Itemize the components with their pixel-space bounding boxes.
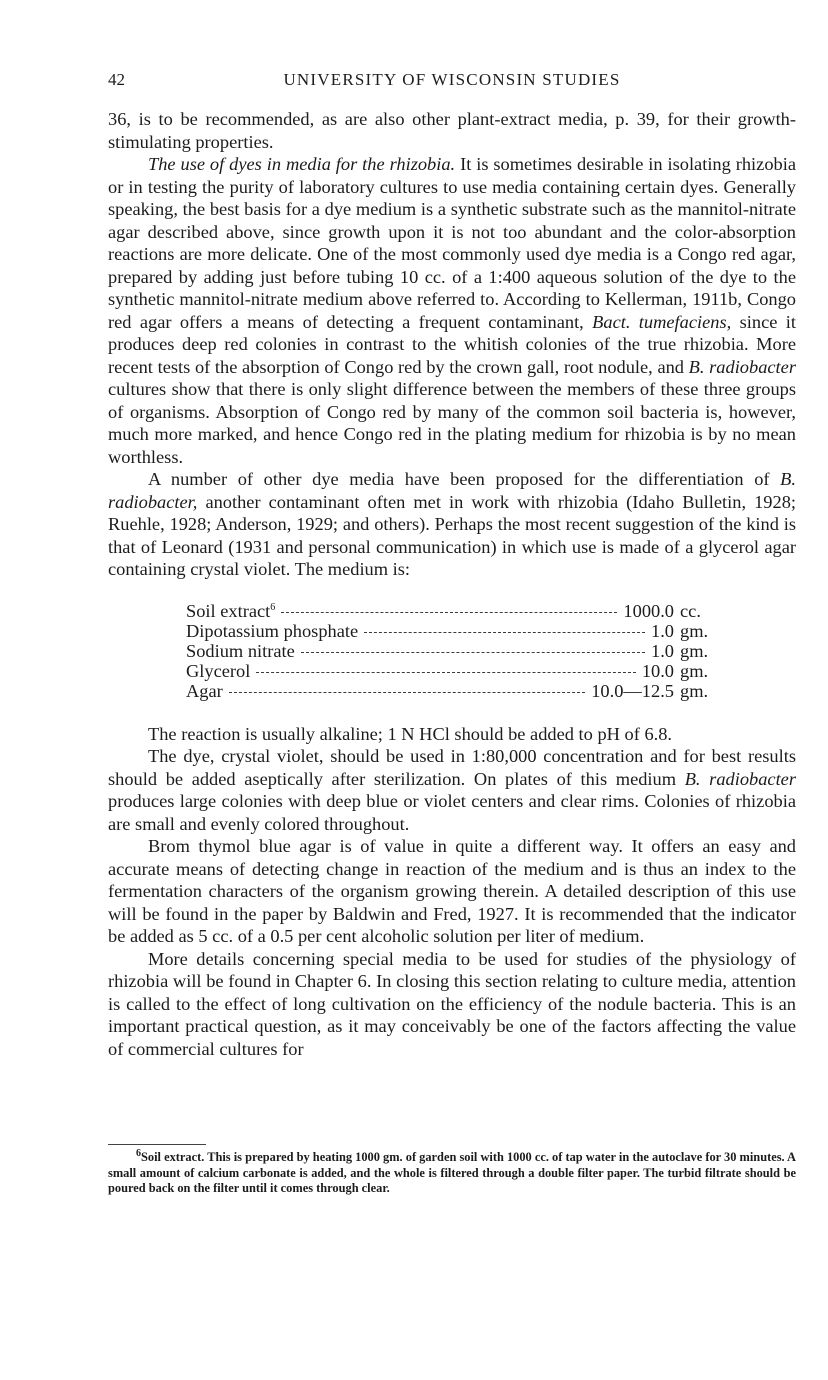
paragraph-text: produces large colonies with deep blue or violet centers and clear rims. Colonies of rhizobia are small and evenly colored throughout.: [108, 791, 796, 834]
recipe-quantity: 1.0: [651, 620, 674, 641]
paragraph-dye-media: [108, 468, 796, 581]
recipe-quantity: 1000.0: [623, 600, 674, 621]
paragraph-crystal-violet: [108, 745, 796, 835]
dot-leader: [256, 672, 635, 673]
recipe-unit: gm.: [680, 620, 709, 641]
recipe-ingredient: Agar: [186, 680, 223, 701]
paragraph-text: It is sometimes desirable in isolating rhizobia or in testing the purity of laboratory cultures to use media containing certain dyes. Generally speaking, the best basis for a dye medium is a synthetic substrate such as the mannitol-nitrate agar described above, since growth upon it is not too abundant and the color-absorption reactions are more delicate. One of the most commonly used dye media is a Congo red agar, prepared by adding just before tubing 10 cc. of a 1:400 aqueous solution of the dye to the synthetic mannitol-nitrate medium above referred to. According to Kellerman, 1911b, Congo red agar offers a means of detecting a frequent contaminant,: [108, 154, 796, 332]
page-number: 42: [108, 70, 125, 89]
recipe-quantity: 10.0—12.5: [591, 680, 674, 701]
paragraph-reaction: [108, 723, 796, 746]
paragraph-brom-thymol: [108, 835, 796, 948]
recipe-unit: gm.: [680, 660, 709, 681]
footnote-rule: [108, 1144, 206, 1145]
species-name: B. radiobacter: [688, 356, 796, 377]
paragraph-text: The dye, crystal violet, should be used in 1:80,000 concentration and for best results should be added aseptically after sterilization. On plates of this medium: [108, 746, 796, 789]
recipe-quantity: 10.0: [641, 660, 674, 681]
paragraph-text: More details concerning special media to be used for studies of the physiology of rhizobia will be found in Chapter 6. In closing this section relating to culture media, attention is called to the effect of long cultivation on the efficiency of the nodule bacteria. This is an important practical question, as it may conceivably be one of the factors affecting the value of commercial cultures for: [108, 948, 796, 1059]
body-text: [108, 108, 796, 1060]
recipe-row: [186, 661, 726, 681]
paragraph-dyes: [108, 153, 796, 468]
paragraph-text: cultures show that there is only slight difference between the members of these three groups of organisms. Absorption of Congo red by many of the common soil bacteria is, however, much more marked, and hence Congo red in the plating medium for rhizobia is by no mean worthless.: [108, 379, 796, 467]
medium-recipe: [186, 601, 726, 701]
species-name: B. radiobacter,: [108, 469, 796, 512]
page-header: [108, 66, 796, 96]
footnote: [108, 1147, 796, 1197]
recipe-unit: gm.: [680, 680, 709, 701]
dot-leader: [229, 692, 585, 693]
paragraph-text: The reaction is usually alkaline; 1 N HCl should be added to pH of 6.8.: [148, 723, 673, 744]
recipe-ingredient: Dipotassium phosphate: [186, 620, 359, 641]
recipe-row: [186, 601, 726, 621]
footnote-ref: 6: [270, 601, 276, 613]
recipe-row: [186, 681, 726, 701]
recipe-ingredient: Soil extract$^6$: [186, 600, 276, 621]
species-name: Bact. tumefaciens,: [592, 311, 732, 332]
recipe-row: [186, 621, 726, 641]
recipe-ingredient: Sodium nitrate: [186, 640, 295, 661]
section-heading: The use of dyes in media for the rhizobia.: [148, 154, 456, 174]
paragraph-text: A number of other dye media have been proposed for the differentiation of: [148, 469, 781, 489]
paragraph-text: 36, is to be recommended, as are also other plant-extract media, p. 39, for their growth-stimulating properties.: [108, 109, 796, 152]
recipe-row: [186, 641, 726, 661]
paragraph-continuation: [108, 108, 796, 153]
dot-leader: [281, 612, 617, 613]
recipe-quantity: 1.0: [651, 640, 674, 661]
recipe-ingredient: Glycerol: [186, 660, 251, 681]
species-name: B. radiobacter: [684, 768, 796, 789]
footnote-marker: 6: [136, 1147, 141, 1159]
recipe-unit: cc.: [680, 600, 701, 621]
dot-leader: [364, 632, 645, 633]
running-head: UNIVERSITY OF WISCONSIN STUDIES: [283, 70, 621, 89]
footnote-text: Soil extract. This is prepared by heating 1000 gm. of garden soil with 1000 cc. of tap water in the autoclave for 30 minutes. A small amount of calcium carbonate is added, and the whole is filtered through a double filter paper. The turbid filtrate should be poured back on the filter until it comes through clear.: [108, 1150, 796, 1195]
paragraph-more-details: [108, 948, 796, 1061]
paragraph-text: Brom thymol blue agar is of value in quite a different way. It offers an easy and accurate means of detecting change in reaction of the medium and is thus an index to the fermentation characters of the organism growing therein. A detailed description of this use will be found in the paper by Baldwin and Fred, 1927. It is recommended that the indicator be added as 5 cc. of a 0.5 per cent alcoholic solution per liter of medium.: [108, 836, 796, 946]
dot-leader: [301, 652, 645, 653]
paragraph-text: since it produces deep red colonies in contrast to the whitish colonies of the true rhizobia. More recent tests of the absorption of Congo red by the crown gall, root nodule, and: [108, 311, 796, 377]
recipe-unit: gm.: [680, 640, 709, 661]
paragraph-text: another contaminant often met in work with rhizobia (Idaho Bulletin, 1928; Ruehle, 1928; Anderson, 1929; and others). Perhaps the most recent suggestion of the kind is that of Leonard (1931 and personal communication) in which use is made of a glycerol agar containing crystal violet. The medium is:: [108, 491, 796, 579]
